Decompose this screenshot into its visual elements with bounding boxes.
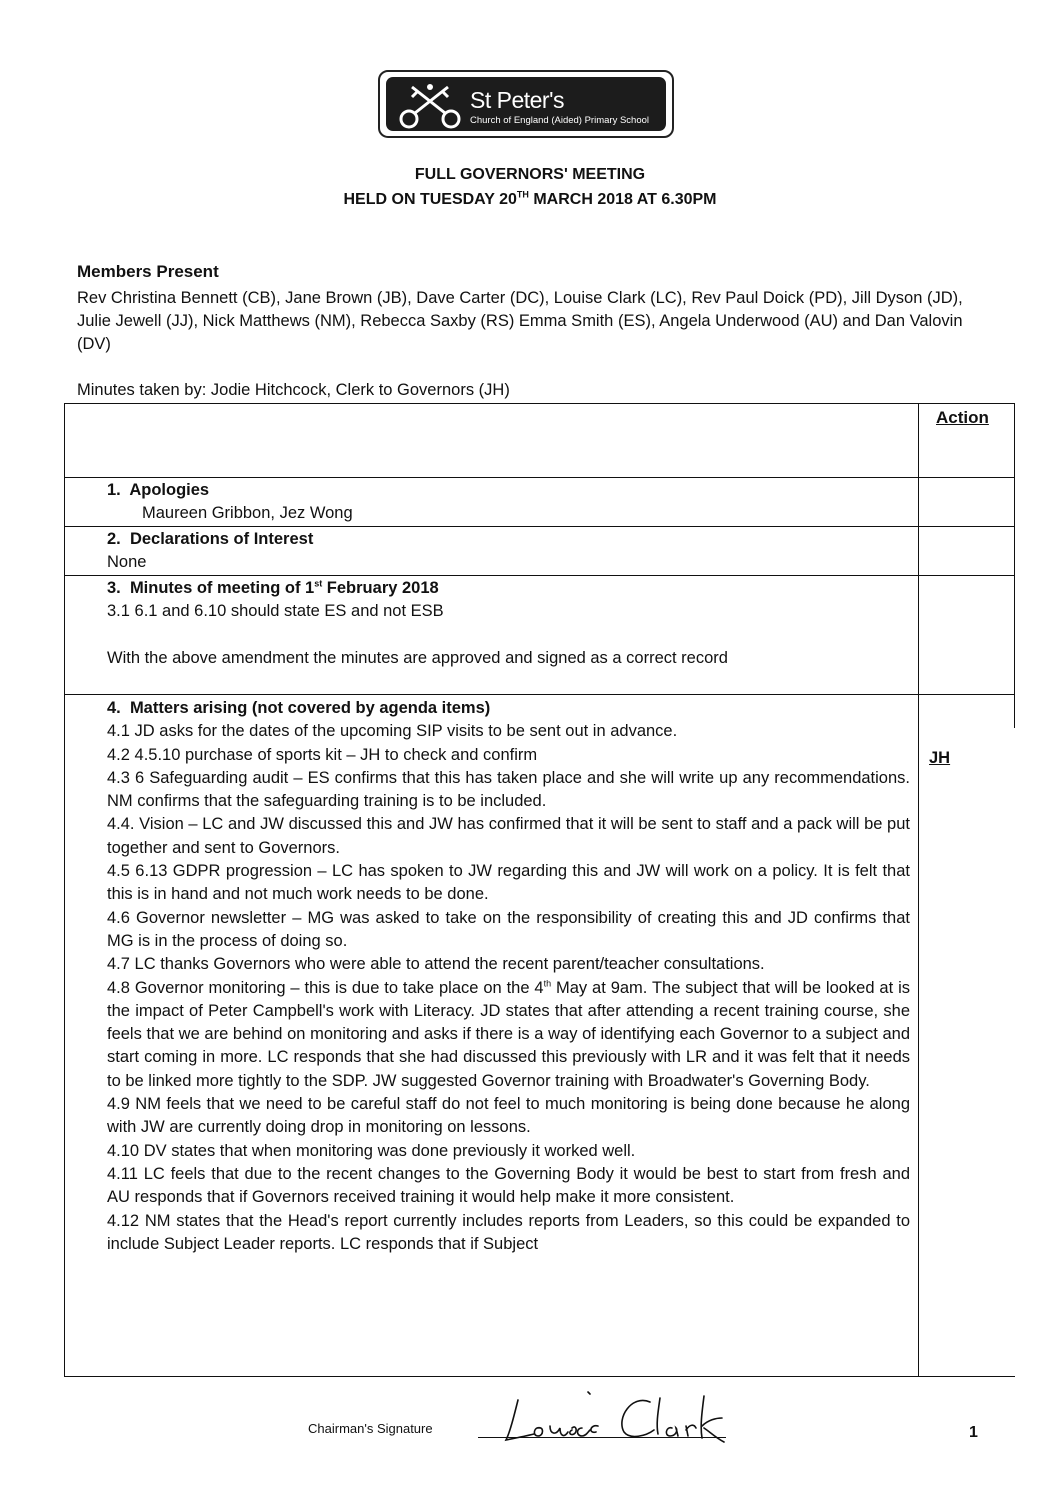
section-heading: 1. Apologies	[107, 481, 210, 499]
section-heading: 3. Minutes of meeting of 1st February 2018	[107, 578, 439, 597]
minute-item: 4.8 Governor monitoring – this is due to take place on the 4th May at 9am. The subject that will be looked at is the impact of Peter Campbell's work with Literacy. JD states that after attending a recent training course, she feels that we are behind on monitoring and asks if there is a way of identifying each Governor to a subject and start coming in more. LC responds that she had discussed this previously with LR and it was felt that it needs to be linked more tightly to the SDP. JW suggested Governor training with Broadwater's Governing Body.	[107, 978, 910, 1090]
handwritten-signature	[500, 1388, 730, 1448]
minute-item: 4.12 NM states that the Head's report currently includes reports from Leaders, so this could be expanded to include Subject Leader reports. LC responds that if Subject	[107, 1211, 910, 1253]
table-divider	[64, 477, 1014, 478]
logo-school-subtitle: Church of England (Aided) Primary School	[470, 115, 650, 126]
section-body: 3.1 6.1 and 6.10 should state ES and not ESB	[107, 602, 444, 621]
minute-item: 4.11 LC feels that due to the recent changes to the Governing Body it would be best to start from fresh and AU responds that if Governors received training it would help make it more consistent.	[107, 1164, 910, 1207]
meeting-date: HELD ON TUESDAY 20TH MARCH 2018 AT 6.30PM	[343, 189, 717, 208]
minute-item: 4.4. Vision – LC and JW discussed this and JW has confirmed that it will be sent to staff and a pack will be put together and sent to Governors.	[107, 815, 910, 857]
crossed-keys-icon	[396, 81, 464, 131]
page-number: 1	[969, 1424, 978, 1441]
minute-item: 4.9 NM feels that we need to be careful staff do not feel to much monitoring is being done because he along with JW are currently doing drop in monitoring on lessons.	[107, 1095, 910, 1137]
logo-school-name: St Peter's	[470, 87, 564, 113]
minute-item: 4.10 DV states that when monitoring was done previously it worked well.	[107, 1141, 636, 1160]
table-border-right	[1014, 403, 1015, 728]
section-matters-arising	[107, 697, 910, 1256]
minutes-taken-by: Minutes taken by: Jodie Hitchcock, Clerk to Governors (JH)	[77, 381, 510, 399]
section-body: With the above amendment the minutes are approved and signed as a correct record	[107, 648, 728, 667]
minute-item: 4.5 6.13 GDPR progression – LC has spoken to JW regarding this and JW will work on a policy. It is felt that this is in hand and not much work needs to be done.	[107, 862, 910, 904]
action-column-header: Action	[936, 408, 989, 427]
table-border-middle	[918, 403, 919, 1376]
table-divider	[64, 694, 1014, 695]
table-border-left	[64, 403, 65, 1376]
school-logo	[378, 70, 674, 138]
section-previous-minutes	[107, 577, 910, 670]
table-divider	[64, 575, 1014, 576]
minute-item: 4.6 Governor newsletter – MG was asked to take on the responsibility of creating this and JD confirms that MG is in the process of doing so.	[107, 908, 910, 950]
members-list: Rev Christina Bennett (CB), Jane Brown (JB), Dave Carter (DC), Louise Clark (LC), Rev Paul Doick (PD), Jill Dyson (JD), Julie Jewell (JJ), Nick Matthews (NM), Rebecca Saxby (RS) Emma Smith (ES), Angela Underwood (AU) and Dan Valovin (DV)	[77, 289, 963, 353]
table-divider	[64, 526, 1014, 527]
section-declarations	[107, 528, 910, 575]
members-heading: Members Present	[77, 262, 219, 281]
minute-item: 4.2 4.5.10 purchase of sports kit – JH to check and confirm	[107, 745, 538, 764]
section-heading: 4. Matters arising (not covered by agenda items)	[107, 699, 491, 717]
section-body: Maureen Gribbon, Jez Wong	[142, 504, 353, 523]
table-border-bottom	[64, 1376, 1015, 1377]
section-apologies	[107, 479, 910, 526]
section-heading: 2. Declarations of Interest	[107, 530, 314, 548]
action-owner: JH	[929, 749, 951, 767]
section-body: None	[107, 553, 147, 572]
minute-item: 4.3 6 Safeguarding audit – ES confirms that this has taken place and she will write up any recommendations. NM confirms that the safeguarding training is to be included.	[107, 768, 910, 811]
minute-item: 4.7 LC thanks Governors who were able to attend the recent parent/teacher consultations.	[107, 955, 765, 974]
minute-item: 4.1 JD asks for the dates of the upcoming SIP visits to be sent out in advance.	[107, 722, 678, 741]
meeting-title: FULL GOVERNORS' MEETING	[414, 166, 646, 183]
signature-label: Chairman's Signature	[308, 1421, 433, 1436]
